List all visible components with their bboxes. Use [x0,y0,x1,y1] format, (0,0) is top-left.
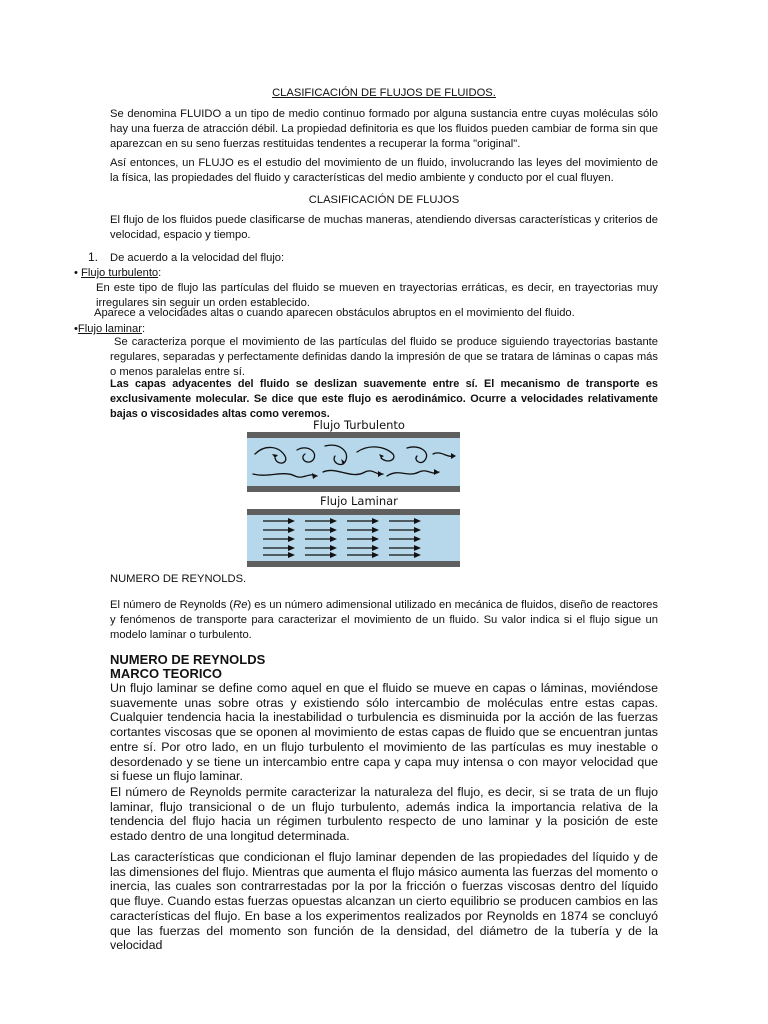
marco-paragraph-2: El número de Reynolds permite caracterizar la naturaleza del flujo, es decir, si se trata de un flujo laminar, flujo transicional o de un flujo turbulento, además indica la importancia relativa de la tendencia del flujo hacia un régimen turbulento respecto de uno laminar y la posición de este estado dentro de una longitud determinada. [110,785,658,844]
laminar-description: Se caracteriza porque el movimiento de las partículas del fluido se produce siguiendo trayectorias bastante regulares, separadas y perfectamente definidas dando la impresión de que se tratara de láminas o capas más o menos paralelas entre sí. [110,336,658,378]
flujo-keyword: FLUJO [198,157,234,169]
flujo-pre: Así entonces, un [110,157,199,169]
fluido-keyword: FLUIDO [180,108,222,120]
marco-paragraph-3: Las características que condicionan el flujo laminar dependen de las propiedades del líquido y de las dimensiones del flujo. Mientras que aumenta el flujo másico aumenta las fuerzas del momento o inercia, las cuales son contrarrestadas por la por la fricción o fuerzas viscosas dentro del líquido que fluye. Cuando estas fuerzas opuestas alcanzan un cierto equilibrio se producen cambios en las características del flujo. En base a los experimentos realizados por Reynolds en 1874 se concluyó que las fuerzas del momento son función de la densidad, del diámetro de la tubería y de la velocidad [110,850,658,953]
laminar-label: Flujo laminar [77,323,142,335]
laminar-wall-top [247,509,460,515]
fluido-pre: Se denomina [110,108,181,120]
turbulent-desc-text: En este tipo de flujo las partículas del fluido se mueven en trayectorias erráticas, es decir, en trayectorias muy irregulares sin seguir un orden establecido. [96,282,658,309]
turbulent-wall-top [247,432,460,438]
reynolds-paren-open: ( [226,599,234,611]
laminar-figure-title: Flujo Laminar [320,494,398,508]
marco-heading-reynolds: NUMERO DE REYNOLDS [110,652,266,667]
laminar-flow-diagram [247,509,460,567]
classification-intro-paragraph: El flujo de los fluidos puede clasificarse de muchas maneras, atendiendo diversas características y criterios de velocidad, espacio y tiempo. [110,214,658,241]
flujo-post: es el estudio del movimiento de un fluido, involucrando las leyes del movimiento de la física, las propiedades del fluido y características del medio ambiente y conducto por el cual fluyen. [110,157,658,184]
turbulent-figure-title: Flujo Turbulento [313,418,405,432]
turbulent-label-line [74,266,161,281]
reynolds-def-post: ) es un número adimensional utilizado en mecánica de fluidos, diseño de reactores y fenómenos de transporte para caracterizar el movimiento de un fluido. Su valor indica si el flujo sigue un modelo laminar o turbulento. [110,599,658,641]
reynolds-symbol: Re [233,599,248,611]
document-title: CLASIFICACIÓN DE FLUJOS DE FLUIDOS. [272,87,496,99]
turbulent-bullet: • [74,267,78,279]
laminar-wall-bottom [247,561,460,567]
turbulent-colon: : [158,267,162,279]
fluido-definition-paragraph [110,107,658,152]
laminar-note: Las capas adyacentes del fluido se deslizan suavemente entre sí. El mecanismo de transporte es exclusivamente molecular. Se dice que este flujo es aerodinámico. Ocurre a velocidades relativamente bajas o viscosidades altas como veremos. [110,378,658,420]
laminar-pipe-fluid [247,515,460,561]
reynolds-definition [110,598,658,643]
laminar-colon: : [141,323,146,335]
laminar-bullet: • [74,323,78,335]
turbulent-note: Aparece a velocidades altas o cuando aparecen obstáculos abruptos en el movimiento del fluido. [94,307,575,319]
flujo-definition-paragraph [110,156,658,186]
list-number: 1. [88,250,99,264]
reynolds-heading: NUMERO DE REYNOLDS. [110,573,247,585]
turbulent-wall-bottom [247,486,460,492]
reynolds-def-pre: El [110,599,124,611]
marco-heading-teorico: MARCO TEORICO [110,666,222,681]
reynolds-term: número de Reynolds [123,599,227,611]
classification-subtitle: CLASIFICACIÓN DE FLUJOS [308,194,460,206]
list-heading: De acuerdo a la velocidad del flujo: [110,252,285,264]
turbulent-flow-diagram [247,432,460,492]
fluido-post: a un tipo de medio continuo formado por alguna sustancia entre cuyas moléculas sólo hay una fuerza de atracción débil. La propiedad definitoria es que los fluidos pueden cambiar de forma sin que aparezcan en su seno fuerzas restituidas tendentes a recuperar la forma "original". [110,108,658,150]
marco-paragraph-1: Un flujo laminar se define como aquel en que el fluido se mueve en capas o láminas, moviéndose suavemente unas sobre otras y existiendo sólo intercambio de moléculas entre estas capas. Cualquier tendencia hacia la inestabilidad o turbulencia es disminuida por la acción de las fuerzas cortantes viscosas que se oponen al movimiento de estas capas de fluido que se encuentran juntas entre sí. Por otro lado, en un flujo turbulento el movimiento de las partículas es muy inestable o desordenado y se tiene un intercambio entre capa y capa muy intensa o con mayor velocidad que si fuese un flujo laminar. [110,681,658,784]
turbulent-label: Flujo turbulento [81,267,159,279]
